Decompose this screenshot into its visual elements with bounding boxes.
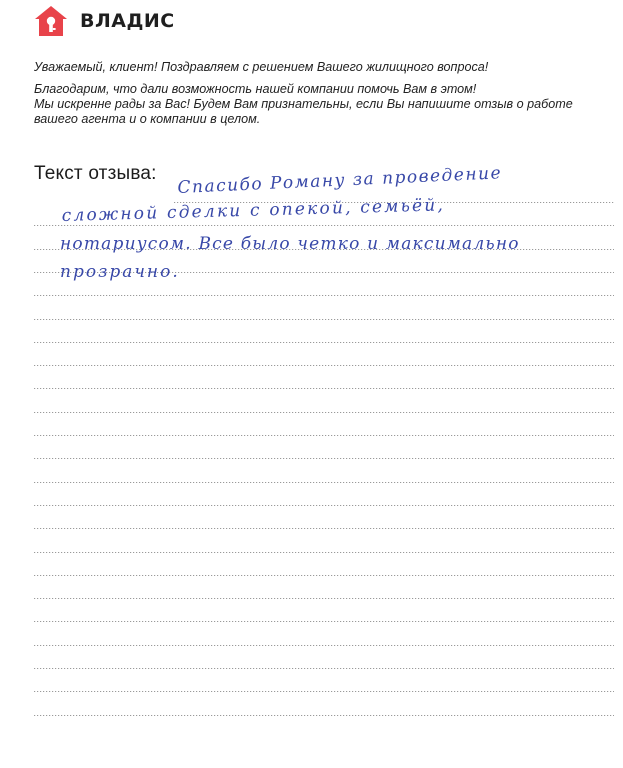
brand-name: ВЛАДИС bbox=[80, 10, 175, 32]
handwritten-line: прозрачно. bbox=[60, 262, 180, 282]
review-heading: Текст отзыва: bbox=[34, 163, 157, 184]
handwritten-line: Спасибо Роману за проведение bbox=[177, 163, 503, 198]
handwritten-line: сложной сделки с опекой, семьёй, bbox=[61, 195, 446, 226]
handwritten-line: нотариусом. Все было четко и максимально bbox=[60, 234, 520, 254]
greeting-line: Уважаемый, клиент! Поздравляем с решением Вашего жилищного вопроса! bbox=[34, 60, 489, 74]
ruled-lines bbox=[34, 0, 614, 768]
thanks-line-3: вашего агента и о компании в целом. bbox=[34, 112, 261, 126]
thanks-line-2: Мы искренне рады за Вас! Будем Вам признательны, если Вы напишите отзыв о работе bbox=[34, 97, 573, 111]
thanks-line-1: Благодарим, что дали возможность нашей компании помочь Вам в этом! bbox=[34, 82, 477, 96]
